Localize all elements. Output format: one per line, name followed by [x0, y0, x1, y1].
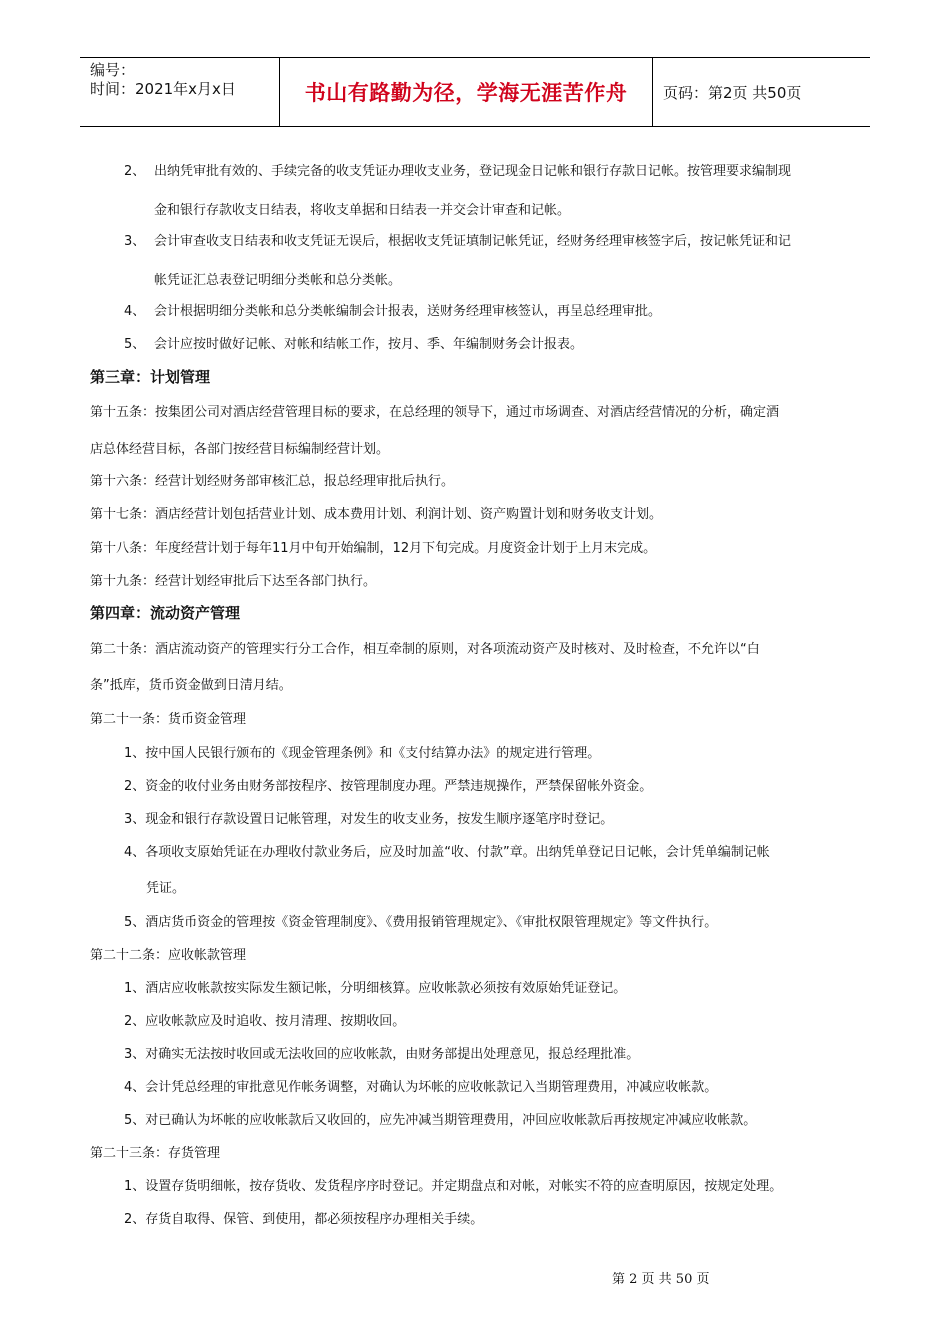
- document-time-label: 时间：2021年x月x日: [90, 80, 236, 98]
- article-text: 第十九条：经营计划经审批后下达至各部门执行。: [90, 574, 377, 589]
- article-heading: 第二十二条：应收帐款管理: [90, 948, 247, 963]
- list-item: [90, 230, 791, 288]
- header-motto: 书山有路勤为径，学海无涯苦作舟: [280, 58, 653, 126]
- list-item: 2、应收帐款应及时追收、按月清理、按期收回。: [124, 1014, 406, 1029]
- page-footer: 第 2 页 共 50 页: [612, 1272, 710, 1287]
- article-heading: 第二十三条：存货管理: [90, 1146, 221, 1161]
- header-page-label: 页码：第2页 共50页: [663, 83, 802, 102]
- list-item: 1、设置存货明细帐，按存货收、发货程序序时登记。并定期盘点和对帐，对帐实不符的应查明原因，按规定处理。: [124, 1179, 783, 1194]
- list-item: [90, 160, 791, 218]
- item-text: 会计根据明细分类帐和总分类帐编制会计报表，送财务经理审核签认，再呈总经理审批。: [154, 304, 662, 319]
- item-number: 2、: [124, 164, 146, 179]
- list-item: 2、存货自取得、保管、到使用，都必须按程序办理相关手续。: [124, 1212, 484, 1227]
- article-text-continued: 店总体经营目标，各部门按经营目标编制经营计划。: [90, 442, 390, 457]
- article-text: 第十八条：年度经营计划于每年11月中旬开始编制，12月下旬完成。月度资金计划于上月末完成。: [90, 541, 657, 556]
- list-item-continued: 凭证。: [146, 881, 186, 896]
- item-text: 会计审查收支日结表和收支凭证无误后，根据收支凭证填制记帐凭证，经财务经理审核签字后，按记帐凭证和记: [154, 234, 792, 249]
- list-item: 4、会计凭总经理的审批意见作帐务调整，对确认为坏帐的应收帐款记入当期管理费用，冲减应收帐款。: [124, 1080, 718, 1095]
- list-item: 1、酒店应收帐款按实际发生额记帐，分明细核算。应收帐款必须按有效原始凭证登记。: [124, 981, 627, 996]
- list-item: [90, 333, 583, 352]
- article-text: 第十五条：按集团公司对酒店经营管理目标的要求，在总经理的领导下，通过市场调查、对酒店经营情况的分析，确定酒: [90, 405, 780, 420]
- item-number: 5、: [124, 337, 146, 352]
- article-text: 第十七条：酒店经营计划包括营业计划、成本费用计划、利润计划、资产购置计划和财务收支计划。: [90, 507, 663, 522]
- item-text: 出纳凭审批有效的、手续完备的收支凭证办理收支业务，登记现金日记帐和银行存款日记帐。按管理要求编制现: [154, 164, 792, 179]
- list-item: 4、各项收支原始凭证在办理收付款业务后，应及时加盖“收、付款”章。出纳凭单登记日记帐，会计凭单编制记帐: [124, 845, 770, 860]
- list-item: 5、对已确认为坏帐的应收帐款后又收回的，应先冲减当期管理费用，冲回应收帐款后再按规定冲减应收帐款。: [124, 1113, 757, 1128]
- list-item: 3、现金和银行存款设置日记帐管理，对发生的收支业务，按发生顺序逐笔序时登记。: [124, 812, 614, 827]
- list-item: 5、酒店货币资金的管理按《资金管理制度》、《费用报销管理规定》、《审批权限管理规定》等文件执行。: [124, 915, 718, 930]
- list-item: 2、资金的收付业务由财务部按程序、按管理制度办理。严禁违规操作，严禁保留帐外资金。: [124, 779, 653, 794]
- article-heading: 第二十一条：货币资金管理: [90, 712, 247, 727]
- chapter-heading: 第三章：计划管理: [90, 368, 211, 386]
- document-number-label: 编号：: [90, 61, 136, 79]
- list-item: 3、对确实无法按时收回或无法收回的应收帐款，由财务部提出处理意见，报总经理批准。: [124, 1047, 640, 1062]
- list-item: [90, 300, 661, 319]
- article-text-continued: 条”抵库，货币资金做到日清月结。: [90, 678, 292, 693]
- item-text-continued: 金和银行存款收支日结表，将收支单据和日结表一并交会计审查和记帐。: [154, 203, 571, 218]
- list-item: 1、按中国人民银行颁布的《现金管理条例》和《支付结算办法》的规定进行管理。: [124, 746, 601, 761]
- header-meta: [80, 58, 280, 126]
- article-text: 第十六条：经营计划经财务部审核汇总，报总经理审批后执行。: [90, 474, 455, 489]
- item-text: 会计应按时做好记帐、对帐和结帐工作，按月、季、年编制财务会计报表。: [154, 337, 584, 352]
- item-text-continued: 帐凭证汇总表登记明细分类帐和总分类帐。: [154, 273, 402, 288]
- item-number: 4、: [124, 304, 146, 319]
- chapter-heading: 第四章：流动资产管理: [90, 604, 241, 622]
- item-number: 3、: [124, 234, 146, 249]
- page-header: [80, 57, 870, 127]
- article-text: 第二十条：酒店流动资产的管理实行分工合作，相互牵制的原则，对各项流动资产及时核对、及时检查，不允许以“白: [90, 642, 760, 657]
